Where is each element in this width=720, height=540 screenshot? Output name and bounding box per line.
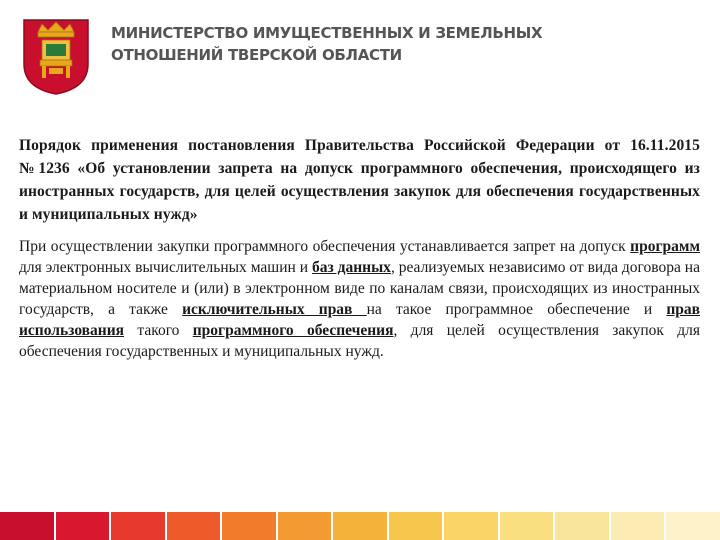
footer-stripe xyxy=(611,512,667,540)
footer-stripe xyxy=(111,512,167,540)
ministry-title-line1: МИНИСТЕРСТВО ИМУЩЕСТВЕННЫХ И ЗЕМЕЛЬНЫХ xyxy=(111,24,543,42)
footer-color-stripes xyxy=(0,512,720,540)
paragraph-text: для электронных вычислительных машин и xyxy=(19,259,312,276)
header xyxy=(0,0,720,100)
footer-stripe xyxy=(167,512,223,540)
highlight-programs: программ xyxy=(630,238,700,255)
footer-stripe xyxy=(444,512,500,540)
paragraph-text: на такое программное обеспечение и xyxy=(366,301,667,318)
ministry-title-line2: ОТНОШЕНИЙ ТВЕРСКОЙ ОБЛАСТИ xyxy=(111,46,402,64)
highlight-exclusive-rights: исключительных прав xyxy=(182,301,367,318)
footer-stripe xyxy=(555,512,611,540)
highlight-software: программного обеспечения xyxy=(192,322,394,339)
paragraph-text: такого xyxy=(124,322,193,339)
main-content xyxy=(19,134,700,362)
highlight-usage-rights: прав использования xyxy=(19,301,700,339)
tver-coat-of-arms-icon xyxy=(22,18,90,96)
footer-stripe xyxy=(222,512,278,540)
footer-stripe xyxy=(278,512,334,540)
paragraph-text: При осуществлении закупки программного обеспечения устанавливается запрет на допуск xyxy=(19,238,631,255)
footer-stripe xyxy=(500,512,556,540)
paragraph-text: , для целей осуществления закупок для обеспечения государственных и муниципальных нужд. xyxy=(19,322,700,360)
document-heading: Порядок применения постановления Правительства Российской Федерации от 16.11.2015 №1236 «Об установлении запрета на допуск программного обеспечения, происходящего из иностранных государств, для целей осуществления закупок для обеспечения государственных и муниципальных нужд» xyxy=(19,137,700,223)
footer-stripe xyxy=(389,512,445,540)
footer-stripe xyxy=(56,512,112,540)
paragraph-text: , реализуемых независимо от вида договора на материальном носителе и (или) в электронном виде по каналам связи, происходящих из иностранных государств, а также xyxy=(19,259,700,318)
footer-stripe xyxy=(333,512,389,540)
footer-stripe xyxy=(666,512,720,540)
footer-stripe xyxy=(0,512,56,540)
ministry-title xyxy=(111,22,671,66)
highlight-databases: баз данных xyxy=(311,259,391,276)
body-paragraph xyxy=(19,236,700,362)
